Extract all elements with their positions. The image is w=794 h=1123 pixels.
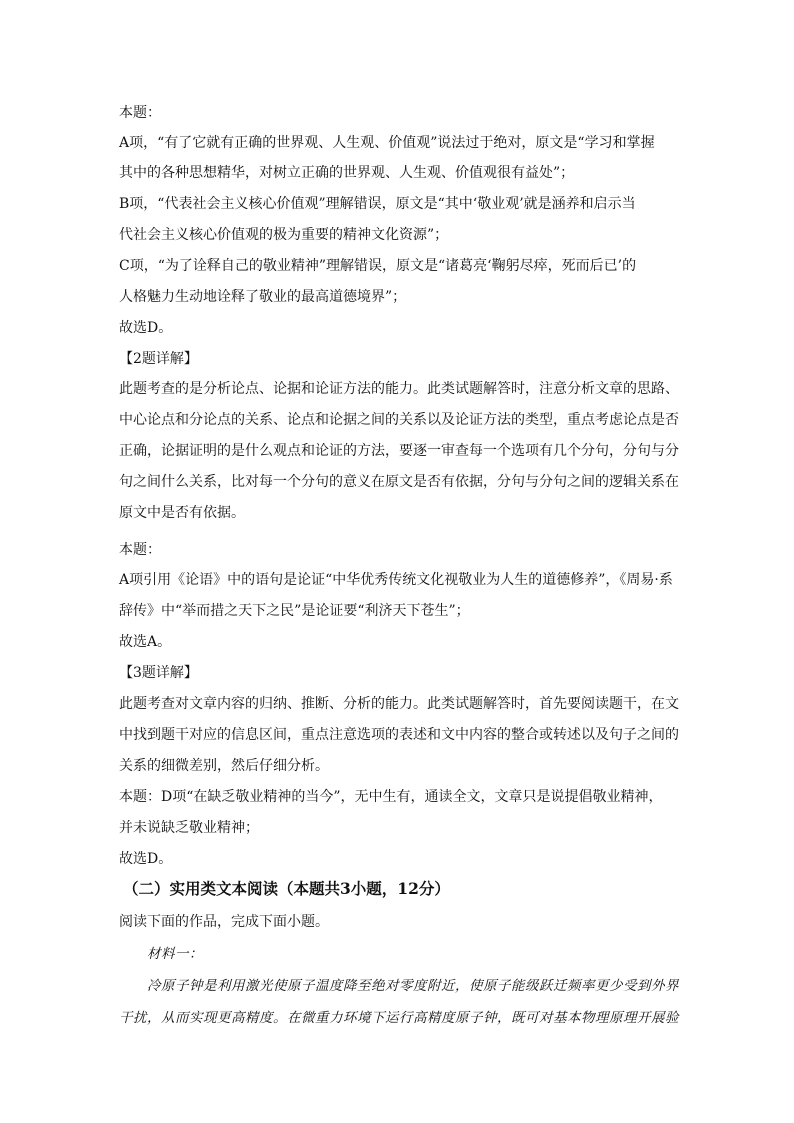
text-line: B项，“代表社会主义核心价值观”理解错误，原文是“其中‘敬业观’就是涵养和启示当: [119, 196, 636, 212]
text-line: 中找到题干对应的信息区间，重点注意选项的表述和文中内容的整合或转述以及句子之间的: [119, 727, 679, 743]
text-line: A项，“有了它就有正确的世界观、人生观、价值观”说法过于绝对，原文是“学习和掌握: [119, 135, 655, 151]
text-line: 关系的细微差别，然后仔细分析。: [119, 758, 329, 774]
text-line: C项，“为了诠释自己的敬业精神”理解错误，原文是“诸葛亮‘鞠躬尽瘁，死而后已’的: [119, 258, 637, 274]
material-label: 材料一：: [147, 946, 203, 962]
text-line: 人格魅力生动地诠释了敬业的最高道德境界”；: [119, 289, 407, 305]
text-line: 本题：: [119, 105, 161, 121]
text-line: 故选A。: [119, 634, 172, 650]
text-line: 本题：D项“在缺乏敬业精神的当今”，无中生有，通读全文，文章只是说提倡敬业精神，: [119, 789, 663, 805]
text-line: A项引用《论语》中的语句是论证“中华优秀传统文化视敬业为人生的道德修养”，《周易·系: [119, 572, 673, 588]
text-line: 本题：: [119, 542, 161, 558]
text-line: 阅读下面的作品，完成下面小题。: [119, 914, 329, 930]
part-heading: （二）实用类文本阅读（本题共3小题，12分）: [123, 879, 450, 898]
text-line: 其中的各种思想精华，对树立正确的世界观、人生观、价值观很有益处”；: [119, 165, 575, 181]
text-line: 冷原子钟是利用激光使原子温度降至绝对零度附近，使原子能级跃迁频率更少受到外界: [147, 978, 679, 994]
text-line: 此题考查的是分析论点、论据和论证方法的能力。此类试题解答时，注意分析文章的思路、: [119, 381, 679, 397]
text-line: 代社会主义核心价值观的极为重要的精神文化资源”；: [119, 227, 449, 243]
text-line: 句之间什么关系，比对每一个分句的意义在原文是否有依据，分句与分句之间的逻辑关系在: [119, 474, 679, 490]
section-heading: 【3题详解】: [119, 665, 198, 681]
text-line: 中心论点和分论点的关系、论点和论据之间的关系以及论证方法的类型，重点考虑论点是否: [119, 412, 679, 428]
text-line: 正确，论据证明的是什么观点和论证的方法，要逐一审查每一个选项有几个分句，分句与分: [119, 443, 679, 459]
text-line: 故选D。: [119, 320, 173, 336]
text-line: 故选D。: [119, 851, 173, 867]
section-heading: 【2题详解】: [119, 351, 198, 367]
text-line: 原文中是否有依据。: [119, 505, 245, 521]
text-line: 干扰，从而实现更高精度。在微重力环境下运行高精度原子钟，既可对基本物理原理开展验: [119, 1010, 679, 1026]
text-line: 此题考查对文章内容的归纳、推断、分析的能力。此类试题解答时，首先要阅读题干，在文: [119, 696, 679, 712]
text-line: 并未说缺乏敬业精神；: [119, 820, 259, 836]
text-line: 辞传》中“举而措之天下之民”是论证要“利济天下苍生”；: [119, 603, 470, 619]
